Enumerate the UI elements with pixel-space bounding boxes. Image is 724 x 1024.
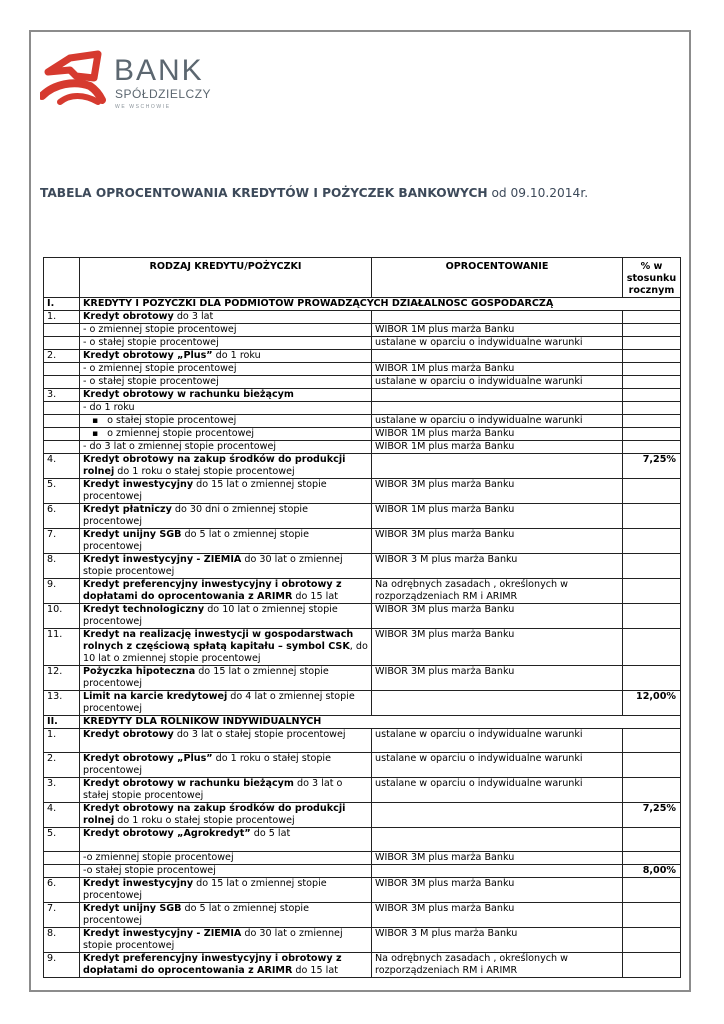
row-description [80,878,372,903]
row-rate [372,402,623,415]
row-rate: ustalane w oparciu o indywidualne warunki [372,376,623,389]
row-annual-percent [623,579,681,604]
row-terms: do 15 lat o zmiennej stopie procentowej [83,878,327,901]
row-annual-percent [623,350,681,363]
row-annual-percent [623,554,681,579]
row-annual-percent [623,878,681,903]
row-rate: WIBOR 1M plus marża Banku [372,428,623,441]
row-annual-percent [623,828,681,852]
row-number [44,337,80,350]
row-product-name: Kredyt obrotowy w rachunku bieżącym [83,778,294,789]
row-number [44,402,80,415]
row-rate: WIBOR 3M plus marża Banku [372,878,623,903]
row-description [80,928,372,953]
row-product-name: Kredyt inwestycyjny - ZIEMIA [83,928,242,939]
table-row [44,363,681,376]
row-terms: - o zmiennej stopie procentowej [83,363,237,374]
row-annual-percent [623,629,681,666]
row-number: 3. [44,778,80,803]
table-row [44,441,681,454]
row-rate: WIBOR 3M plus marża Banku [372,529,623,554]
page-title [40,186,588,200]
row-description [80,311,372,324]
bank-logo [40,50,230,120]
row-terms: do 1 roku o stałej stopie procentowej [114,466,295,477]
row-description [80,389,372,402]
row-product-name: Kredyt inwestycyjny [83,878,194,889]
table-row [44,753,681,778]
row-rate: ustalane w oparciu o indywidualne warunki [372,729,623,753]
row-number: 11. [44,629,80,666]
table-row [44,376,681,389]
row-rate: WIBOR 3M plus marża Banku [372,629,623,666]
row-rate: WIBOR 3M plus marża Banku [372,903,623,928]
row-terms: - do 1 roku [83,402,135,413]
row-product-name: Kredyt unijny SGB [83,903,182,914]
table-row [44,529,681,554]
row-description [80,666,372,691]
row-description [80,554,372,579]
row-annual-percent [623,852,681,865]
title-date: od 09.10.2014r. [491,186,589,200]
row-annual-percent [623,529,681,554]
row-rate [372,311,623,324]
table-row [44,389,681,402]
row-description [80,953,372,978]
row-rate [372,454,623,479]
row-terms: do 5 lat [250,828,291,839]
row-description [80,441,372,454]
row-rate: WIBOR 1M plus marża Banku [372,324,623,337]
row-annual-percent [623,903,681,928]
row-description [80,691,372,716]
logo-place-text: WE WSCHOWIE [115,104,171,110]
row-terms: -o stałej stopie procentowej [83,865,216,876]
row-product-name: Pożyczka hipoteczna [83,666,196,677]
table-row [44,604,681,629]
section-title: KREDYTY I POŻYCZKI DLA PODMIOTÓW PROWADZĄCYCH DZIAŁALNOŚĆ GOSPODARCZĄ [80,298,681,311]
table-row [44,402,681,415]
row-terms: - o stałej stopie procentowej [83,376,219,387]
row-annual-percent [623,389,681,402]
row-number: 5. [44,479,80,504]
row-description [80,402,372,415]
row-number [44,415,80,428]
row-annual-percent [623,311,681,324]
logo-bank-text: BANK [114,54,204,87]
table-row [44,479,681,504]
row-rate [372,389,623,402]
table-row [44,803,681,828]
row-product-name: Kredyt unijny SGB [83,529,182,540]
row-product-name: Kredyt obrotowy „Plus” [83,753,213,764]
row-description [80,803,372,828]
row-annual-percent: 7,25% [623,454,681,479]
section-number: II. [44,716,80,729]
table-row [44,828,681,852]
table-row [44,852,681,865]
row-description [80,753,372,778]
logo-sub-text: SPÓŁDZIELCZY [115,87,212,101]
table-row [44,928,681,953]
row-annual-percent [623,363,681,376]
row-rate [372,691,623,716]
row-terms: - o zmiennej stopie procentowej [83,324,237,335]
row-rate: WIBOR 3M plus marża Banku [372,604,623,629]
row-terms: do 3 lat o stałej stopie procentowej [173,729,346,740]
row-annual-percent: 7,25% [623,803,681,828]
row-rate: WIBOR 1M plus marża Banku [372,504,623,529]
row-number: 5. [44,828,80,852]
row-product-name: Kredyt inwestycyjny - ZIEMIA [83,554,242,565]
row-product-name: Kredyt obrotowy „Plus” [83,350,213,361]
row-rate: ustalane w oparciu o indywidualne warunki [372,337,623,350]
title-main: TABELA OPROCENTOWANIA KREDYTÓW I POŻYCZEK BANKOWYCH [40,186,488,200]
section-row [44,716,681,729]
bank-roof-logo-icon [40,50,230,120]
row-number: 1. [44,311,80,324]
row-annual-percent [623,337,681,350]
row-rate [372,350,623,363]
row-annual-percent: 8,00% [623,865,681,878]
row-product-name: Kredyt obrotowy [83,311,174,322]
row-terms: do 5 lat o zmiennej stopie procentowej [83,529,309,552]
row-annual-percent [623,778,681,803]
row-rate [372,865,623,878]
table-row [44,324,681,337]
row-rate [372,828,623,852]
row-number: 12. [44,666,80,691]
row-product-name: Kredyt preferencyjny inwestycyjny i obrotowy z dopłatami do oprocentowania z ARIMR [83,953,342,976]
row-number [44,865,80,878]
row-number [44,428,80,441]
row-rate: ustalane w oparciu o indywidualne warunki [372,778,623,803]
row-description [80,865,372,878]
header-annual: % w stosunku rocznym [623,258,681,298]
row-description [80,579,372,604]
row-description [80,324,372,337]
row-description [80,376,372,389]
table-row [44,454,681,479]
table-row [44,337,681,350]
row-terms: , do 10 lat o zmiennej stopie procentowej [83,641,368,664]
row-description [80,629,372,666]
row-annual-percent [623,415,681,428]
table-row [44,311,681,324]
row-terms: do 10 lat o zmiennej stopie procentowej [83,604,338,627]
row-annual-percent [623,428,681,441]
row-number: 9. [44,953,80,978]
row-terms: o zmiennej stopie procentowej [107,428,255,439]
row-annual-percent [623,324,681,337]
row-description [80,415,372,428]
row-terms: do 30 dni o zmiennej stopie procentowej [83,504,308,527]
row-product-name: Kredyt obrotowy na zakup środków do produkcji rolnej [83,454,346,477]
row-description [80,778,372,803]
table-row [44,778,681,803]
table-row [44,504,681,529]
section-row [44,298,681,311]
row-number: 8. [44,554,80,579]
row-annual-percent [623,604,681,629]
row-number [44,376,80,389]
row-terms: do 15 lat o zmiennej stopie procentowej [83,479,327,502]
table-row [44,666,681,691]
row-number: 4. [44,803,80,828]
row-description [80,337,372,350]
row-description [80,729,372,753]
row-description [80,428,372,441]
row-description [80,479,372,504]
row-product-name: Kredyt technologiczny [83,604,205,615]
row-rate: ustalane w oparciu o indywidualne warunki [372,415,623,428]
row-rate [372,803,623,828]
row-number: 2. [44,753,80,778]
row-terms: do 4 lat o zmiennej stopie procentowej [83,691,355,714]
row-rate: WIBOR 3 M plus marża Banku [372,554,623,579]
row-rate: Na odrębnych zasadach , określonych w rozporządzeniach RM i ARIMR [372,579,623,604]
row-terms: - do 3 lat o zmiennej stopie procentowej [83,441,277,452]
row-description [80,504,372,529]
table-body [44,298,681,978]
row-terms: do 15 lat [292,591,338,602]
row-number [44,324,80,337]
row-number [44,852,80,865]
table-row [44,629,681,666]
row-number: 7. [44,529,80,554]
row-description [80,852,372,865]
row-terms: do 3 lat o stałej stopie procentowej [83,778,343,801]
table-row [44,579,681,604]
row-product-name: Kredyt inwestycyjny [83,479,194,490]
row-product-name: Kredyt obrotowy [83,729,174,740]
row-terms: do 15 lat [292,965,338,976]
row-product-name: Kredyt preferencyjny inwestycyjny i obrotowy z dopłatami do oprocentowania z ARIMR [83,579,342,602]
header-rate: OPROCENTOWANIE [372,258,623,298]
row-number: 9. [44,579,80,604]
table-row [44,878,681,903]
row-terms: do 3 lat [173,311,214,322]
row-product-name: Kredyt płatniczy [83,504,172,515]
row-annual-percent [623,441,681,454]
row-number [44,441,80,454]
row-number [44,363,80,376]
row-description [80,363,372,376]
row-number: 6. [44,504,80,529]
table-row [44,865,681,878]
row-terms: do 30 lat o zmiennej stopie procentowej [83,928,343,951]
row-number: 4. [44,454,80,479]
row-terms: do 1 roku [212,350,261,361]
row-rate: WIBOR 3M plus marża Banku [372,666,623,691]
row-annual-percent [623,504,681,529]
row-product-name: Kredyt obrotowy na zakup środków do produkcji rolnej [83,803,346,826]
row-description [80,350,372,363]
row-annual-percent [623,479,681,504]
row-number: 6. [44,878,80,903]
row-product-name: Limit na karcie kredytowej [83,691,228,702]
row-number: 2. [44,350,80,363]
row-rate: Na odrębnych zasadach , określonych w rozporządzeniach RM i ARIMR [372,953,623,978]
row-annual-percent [623,729,681,753]
table-row [44,691,681,716]
row-rate: ustalane w oparciu o indywidualne warunki [372,753,623,778]
row-description [80,604,372,629]
row-rate: WIBOR 1M plus marża Banku [372,363,623,376]
row-terms: - o stałej stopie procentowej [83,337,219,348]
table-row [44,415,681,428]
section-number: I. [44,298,80,311]
row-product-name: Kredyt na realizację inwestycji w gospodarstwach rolnych z częściową spłatą kapitału – symbol CSK [83,629,354,652]
rates-table [43,257,681,978]
row-annual-percent [623,666,681,691]
row-annual-percent [623,402,681,415]
row-rate: WIBOR 3M plus marża Banku [372,479,623,504]
row-number: 8. [44,928,80,953]
row-terms: do 15 lat o zmiennej stopie procentowej [83,666,329,689]
row-number: 7. [44,903,80,928]
table-row [44,903,681,928]
row-number: 3. [44,389,80,402]
table-row [44,554,681,579]
row-annual-percent: 12,00% [623,691,681,716]
row-rate: WIBOR 1M plus marża Banku [372,441,623,454]
row-rate: WIBOR 3M plus marża Banku [372,852,623,865]
table-row [44,428,681,441]
row-terms: -o zmiennej stopie procentowej [83,852,234,863]
row-terms: o stałej stopie procentowej [107,415,237,426]
row-rate: WIBOR 3 M plus marża Banku [372,928,623,953]
table-header-row [44,258,681,298]
row-annual-percent [623,928,681,953]
row-terms: do 5 lat o zmiennej stopie procentowej [83,903,309,926]
row-terms: do 1 roku o stałej stopie procentowej [83,753,332,776]
row-description [80,903,372,928]
row-description [80,529,372,554]
row-terms: do 30 lat o zmiennej stopie procentowej [83,554,343,577]
row-product-name: Kredyt obrotowy „Agrokredyt” [83,828,251,839]
row-number: 13. [44,691,80,716]
row-terms: do 1 roku o stałej stopie procentowej [114,815,295,826]
section-title: KREDYTY DLA ROLNIKÓW INDYWIDUALNYCH [80,716,681,729]
row-description [80,828,372,852]
row-annual-percent [623,753,681,778]
row-annual-percent [623,376,681,389]
row-product-name: Kredyt obrotowy w rachunku bieżącym [83,389,294,400]
header-type: RODZAJ KREDYTU/POŻYCZKI [80,258,372,298]
row-number: 1. [44,729,80,753]
row-annual-percent [623,953,681,978]
header-no [44,258,80,298]
table-row [44,729,681,753]
table-row [44,953,681,978]
table-row [44,350,681,363]
row-number: 10. [44,604,80,629]
row-description [80,454,372,479]
